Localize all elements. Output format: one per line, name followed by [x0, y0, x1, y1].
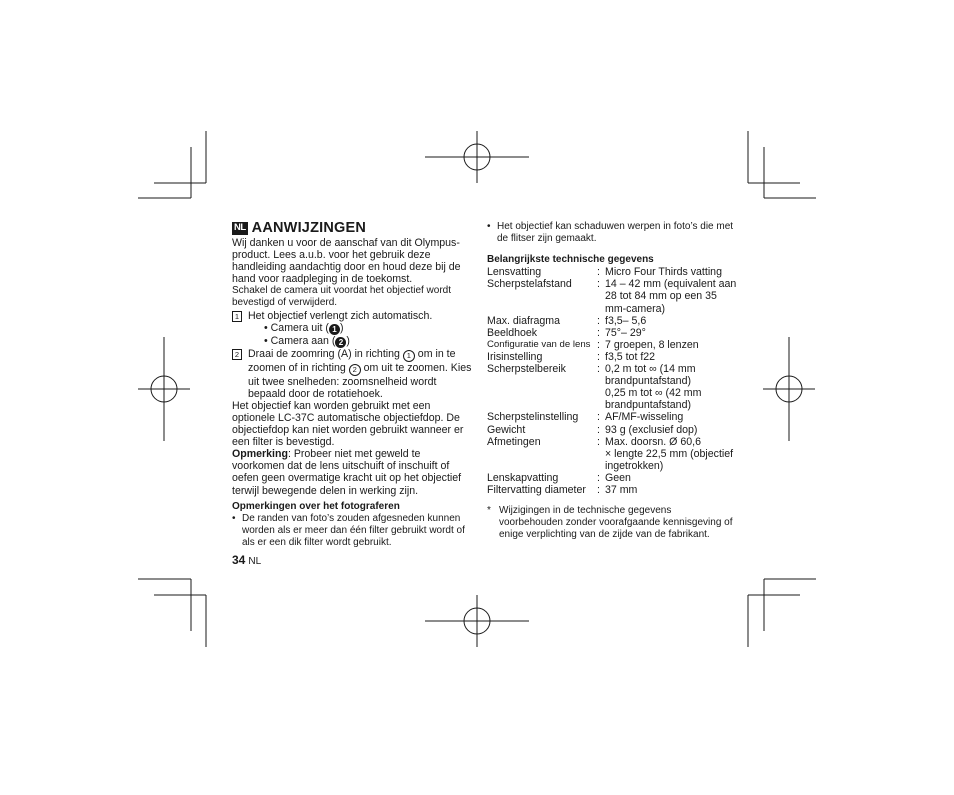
table-row: Filtervatting diameter : 37 mm — [487, 483, 638, 496]
page-title: AANWIJZINGEN — [251, 220, 367, 236]
direction-2-icon: 2 — [349, 364, 361, 376]
registration-mark-top — [425, 131, 529, 183]
table-row: Irisinstelling : f3,5 tot f22 — [487, 350, 656, 363]
list-item: • De randen van foto’s zouden afgesneden kunnen worden als er meer dan één filter gebruikt wordt of als er een dik filter wordt gebruikt. — [232, 512, 465, 548]
number-2-icon: 2 — [335, 337, 346, 348]
language-badge: NL — [234, 221, 246, 233]
specs-table — [487, 266, 737, 496]
intro-paragraph: Wij danken u voor de aanschaf van dit Olympus-product. Lees a.u.b. voor het gebruik deze handleiding aandachtig door en houd deze bij de hand voor raadpleging in de toekomst. — [232, 237, 461, 286]
footnote: * Wijzigingen in de technische gegevens voorbehouden zonder voorafgaande kennisgeving of enige verplichting van de zijde van de fabrikant. — [487, 505, 733, 541]
crop-mark-bottom-right — [748, 579, 816, 647]
step-number-box: 2 — [232, 349, 242, 360]
table-row: Max. diafragma : f3,5– 5,6 — [487, 314, 647, 327]
table-row: Lensvatting : Micro Four Thirds vatting — [487, 266, 722, 279]
step-2 — [232, 348, 472, 400]
left-column — [232, 220, 472, 549]
table-row: Gewicht : 93 g (exclusief dop) — [487, 423, 698, 436]
crop-mark-top-left — [138, 131, 206, 198]
registration-mark-bottom — [425, 595, 529, 647]
registration-mark-right — [763, 337, 815, 441]
switch-off-note: Schakel de camera uit voordat het objectief wordt bevestigd of verwijderd. — [232, 285, 452, 309]
direction-1-icon: 1 — [403, 350, 415, 362]
section-heading — [232, 220, 472, 236]
table-row: Beeldhoek : 75°– 29° — [487, 326, 646, 339]
crop-mark-top-right — [748, 131, 816, 198]
step-1 — [232, 310, 472, 348]
camera-on-item: • Camera aan ( 2 ) — [264, 334, 350, 347]
lens-cap-paragraph: Het objectief kan worden gebruikt met een optionele LC-37C automatische objectiefdop. De objectiefdop kan niet worden gebruikt wanneer er een filter is bevestigd. — [232, 399, 464, 449]
step-2-text: Draai de zoomring (A) in richting 1 om in te zoomen of in richting 2 om uit te zoomen. Kies uit twee snelheden: zoomsnelheid wordt bepaald door de rotatiehoek. — [248, 347, 472, 400]
camera-off-item: • Camera uit ( 1 ) — [264, 321, 344, 334]
table-row: Afmetingen : Max. doorsn. Ø 60,6 × lengte 22,5 mm (objectief ingetrokken) — [487, 435, 734, 472]
specs-heading: Belangrijkste technische gegevens — [487, 254, 654, 266]
right-column — [487, 221, 737, 541]
list-item: • Het objectief kan schaduwen werpen in foto’s die met de flitser zijn gemaakt. — [487, 221, 734, 245]
step-1-text: Het objectief verlengt zich automatisch. — [248, 309, 433, 322]
table-row: Scherpstelbereik : 0,2 m tot ∞ (14 mm brandpuntafstand) 0,25 m tot ∞ (42 mm brandpuntafstand) — [487, 363, 702, 412]
note-paragraph: Opmerking: Probeer niet met geweld te voorkomen dat de lens uitschuift of inschuift of oefen geen overmatige kracht uit op het objectief terwijl bewegende delen in werking zijn. — [232, 448, 462, 497]
registration-mark-left — [138, 337, 190, 441]
table-row: Scherpstelafstand : 14 – 42 mm (equivalent aan 28 tot 84 mm op een 35 mm-camera) — [487, 278, 737, 315]
table-row: Scherpstelinstelling : AF/MF-wisseling — [487, 411, 684, 424]
step-number-box: 1 — [232, 311, 242, 322]
note-label: Opmerking — [232, 448, 288, 461]
table-row: Lenskapvatting : Geen — [487, 471, 631, 484]
number-1-icon: 1 — [329, 324, 340, 335]
table-row: Configuratie van de lens : 7 groepen, 8 lenzen — [487, 338, 699, 351]
photo-notes-heading: Opmerkingen over het fotograferen — [232, 500, 400, 512]
page-number: 34 NL — [232, 553, 262, 567]
crop-mark-bottom-left — [138, 579, 206, 647]
